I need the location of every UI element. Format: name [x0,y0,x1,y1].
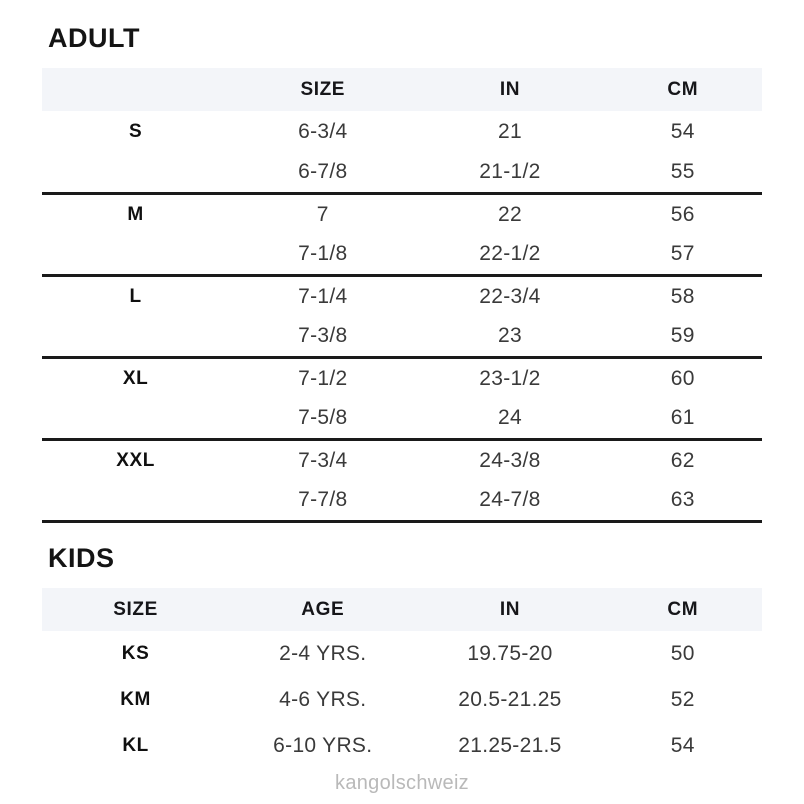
adult-section-l [42,275,762,357]
inches-cell: 22-1/2 [416,234,603,275]
table-row [42,357,762,398]
adult-column-header-size: SIZE [229,68,416,111]
adult-section-xxl [42,439,762,521]
kids-column-header-size: SIZE [42,588,229,631]
inches-cell: 23-1/2 [479,366,541,390]
size-label-cell [42,480,229,521]
kids-column-header-cm: CM [604,588,762,631]
inches-cell: 19.75-20 [467,642,553,666]
hat-size-cell: 6-3/4 [298,119,348,143]
kids-size-table [42,588,762,769]
age-cell: 2-4 YRS. [279,642,367,666]
hat-size-cell: 7-1/2 [298,366,348,390]
size-label-cell [42,152,229,193]
size-label-cell: KL [122,735,149,757]
table-row [42,316,762,357]
hat-size-cell: 6-7/8 [229,152,416,193]
table-row [42,480,762,521]
size-label-cell [42,234,229,275]
adult-column-header-blank [42,68,229,111]
inches-cell: 22-3/4 [479,284,541,308]
adult-column-header-in: IN [416,68,603,111]
size-label-cell: L [129,285,142,307]
table-row [42,152,762,193]
table-row [42,677,762,723]
inches-cell: 22 [497,202,522,226]
adult-section-m [42,193,762,275]
inches-cell: 21-1/2 [416,152,603,193]
cm-cell: 59 [604,316,762,357]
adult-header-row [42,68,762,111]
hat-size-cell: 7-3/8 [229,316,416,357]
inches-cell: 24 [416,398,603,439]
size-label-cell [42,316,229,357]
kids-column-header-in: IN [416,588,603,631]
cm-cell: 58 [670,284,695,308]
size-label-cell: M [127,203,144,225]
hat-size-cell: 7-1/8 [229,234,416,275]
size-label-cell: KM [120,689,151,711]
hat-size-cell: 7-7/8 [229,480,416,521]
inches-cell: 24-3/8 [479,448,541,472]
size-label-cell: XXL [116,449,155,471]
inches-cell: 21 [497,119,522,143]
size-label-cell: KS [121,643,150,665]
cm-cell: 52 [670,688,695,712]
inches-cell: 24-7/8 [416,480,603,521]
cm-cell: 61 [604,398,762,439]
age-cell: 6-10 YRS. [273,734,373,758]
table-row [42,631,762,677]
cm-cell: 50 [670,642,695,666]
inches-cell: 21.25-21.5 [458,734,562,758]
table-row [42,723,762,769]
inches-cell: 23 [416,316,603,357]
table-row [42,234,762,275]
adult-section-s [42,111,762,193]
cm-cell: 60 [670,366,695,390]
cm-cell: 62 [670,448,695,472]
adult-section-heading: ADULT [48,23,140,53]
table-row [42,398,762,439]
kids-column-header-age: AGE [229,588,416,631]
cm-cell: 55 [604,152,762,193]
adult-column-header-cm: CM [604,68,762,111]
cm-cell: 57 [604,234,762,275]
cm-cell: 63 [604,480,762,521]
cm-cell: 56 [670,202,695,226]
kids-section-heading: KIDS [48,542,115,573]
size-label-cell: S [128,120,143,142]
table-row [42,275,762,316]
adult-size-table [42,68,762,523]
table-row [42,439,762,480]
kids-header-row [42,588,762,631]
table-row [42,111,762,152]
age-cell: 4-6 YRS. [279,688,367,712]
watermark-text: kangolschweiz [335,772,469,795]
cm-cell: 54 [670,734,695,758]
cm-cell: 54 [670,119,695,143]
adult-section-xl [42,357,762,439]
hat-size-cell: 7-1/4 [298,284,348,308]
size-label-cell: XL [122,367,149,389]
inches-cell: 20.5-21.25 [458,688,562,712]
hat-size-cell: 7-3/4 [298,448,348,472]
hat-size-cell: 7 [316,202,329,226]
hat-size-cell: 7-5/8 [229,398,416,439]
table-row [42,193,762,234]
size-label-cell [42,398,229,439]
